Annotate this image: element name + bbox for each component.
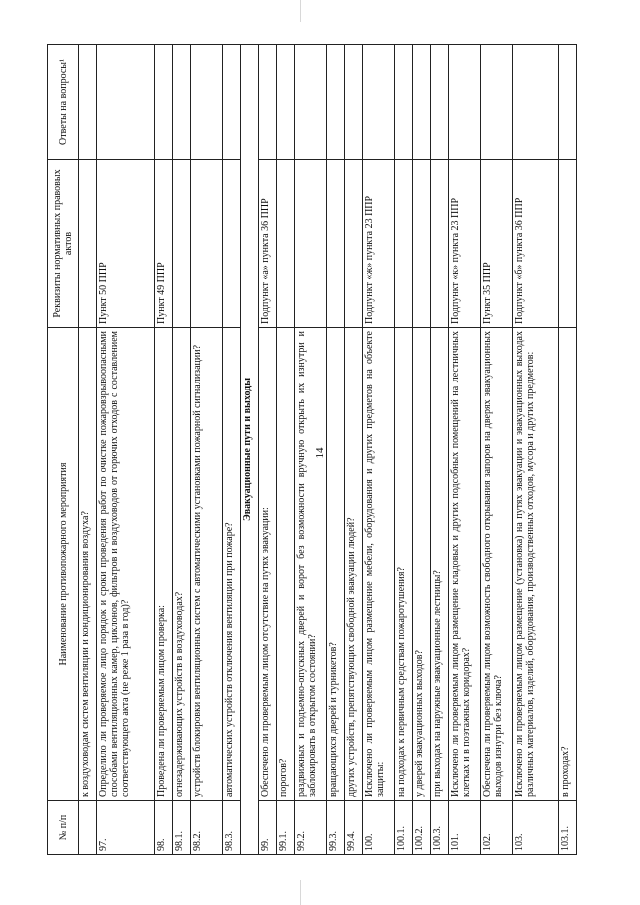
- row-number: 100.3.: [431, 801, 449, 855]
- row-answer: [191, 45, 223, 160]
- row-number: 99.4.: [345, 801, 363, 855]
- table-header-row: [48, 45, 79, 855]
- row-requisites: [431, 160, 449, 328]
- table-body: [79, 45, 577, 855]
- table-row: [395, 45, 413, 855]
- rotated-table-container: [47, 45, 587, 855]
- row-number: 99.3.: [327, 801, 345, 855]
- row-number: 98.1.: [173, 801, 191, 855]
- row-answer: [413, 45, 431, 160]
- row-answer: [223, 45, 241, 160]
- table-row: [259, 45, 277, 855]
- table-row: [173, 45, 191, 855]
- row-number: 98.3.: [223, 801, 241, 855]
- row-answer: [395, 45, 413, 160]
- header-requisites: Реквизиты нормативных правовых актов: [48, 160, 79, 328]
- row-number: 102.: [481, 801, 513, 855]
- row-measure: устройств блокировки вентиляционных систем с автоматическими установками пожарной сигнализации?: [191, 328, 223, 801]
- row-measure: Исключено ли проверяемым лицом размещение кладовых и других подсобных помещений на лестничных клетках и в поэтажных коридорах?: [449, 328, 481, 801]
- table-row: [223, 45, 241, 855]
- table-row: [363, 45, 395, 855]
- row-answer: [513, 45, 559, 160]
- row-requisites: [191, 160, 223, 328]
- scan-artifact: [300, 880, 301, 905]
- table-row: [559, 45, 577, 855]
- row-requisites: [559, 160, 577, 328]
- row-answer: [327, 45, 345, 160]
- row-measure: раздвижных и подъемно-опускных дверей и ворот без возможности вручную открыть их изнутри и заблокировать в открытом состоянии?: [295, 328, 327, 801]
- scan-artifact: [300, 0, 301, 22]
- table-row: [295, 45, 327, 855]
- table-row: [327, 45, 345, 855]
- row-requisites: [277, 160, 295, 328]
- row-requisites: [413, 160, 431, 328]
- row-answer: [559, 45, 577, 160]
- row-number: 100.2.: [413, 801, 431, 855]
- row-number: 100.: [363, 801, 395, 855]
- row-measure: порогов?: [277, 328, 295, 801]
- row-measure: Проведена ли проверяемым лицом проверка:: [155, 328, 173, 801]
- row-measure: Обеспечено ли проверяемым лицом отсутствие на путях эвакуации:: [259, 328, 277, 801]
- row-requisites: [295, 160, 327, 328]
- row-number: 98.: [155, 801, 173, 855]
- row-answer: [173, 45, 191, 160]
- row-measure: других устройств, препятствующих свободной эвакуации людей?: [345, 328, 363, 801]
- row-number: 103.: [513, 801, 559, 855]
- table-row: [191, 45, 223, 855]
- row-answer: [449, 45, 481, 160]
- row-answer: [345, 45, 363, 160]
- row-answer: [431, 45, 449, 160]
- row-measure: огнезадерживающих устройств в воздуховодах?: [173, 328, 191, 801]
- row-measure: Обеспечена ли проверяемым лицом возможность свободного открывания запоров на дверях эвакуационных выходов изнутри без ключа?: [481, 328, 513, 801]
- table-row: [431, 45, 449, 855]
- row-requisites: Подпункт «ж» пункта 23 ППР: [363, 160, 395, 328]
- row-requisites: Пункт 49 ППР: [155, 160, 173, 328]
- row-requisites: [223, 160, 241, 328]
- table-row: [97, 45, 155, 855]
- row-measure: к воздуховодам систем вентиляции и кондиционирования воздуха?: [79, 328, 97, 801]
- checklist-table: [47, 44, 577, 855]
- row-requisites: Подпункт «б» пункта 36 ППР: [513, 160, 559, 328]
- row-requisites: [345, 160, 363, 328]
- row-number: 98.2.: [191, 801, 223, 855]
- row-requisites: [79, 160, 97, 328]
- row-number: 99.: [259, 801, 277, 855]
- row-answer: [295, 45, 327, 160]
- row-requisites: [173, 160, 191, 328]
- row-answer: [259, 45, 277, 160]
- row-number: 99.2.: [295, 801, 327, 855]
- table-row: [413, 45, 431, 855]
- row-requisites: [327, 160, 345, 328]
- header-answers: Ответы на вопросы¹: [48, 45, 79, 160]
- row-measure: на подходах к первичным средствам пожаротушения?: [395, 328, 413, 801]
- row-number: 97.: [97, 801, 155, 855]
- row-measure: автоматических устройств отключения вентиляции при пожаре?: [223, 328, 241, 801]
- section-header-row: [241, 45, 259, 855]
- row-requisites: [395, 160, 413, 328]
- row-answer: [481, 45, 513, 160]
- table-row: [155, 45, 173, 855]
- row-requisites: Подпункт «а» пункта 36 ППР: [259, 160, 277, 328]
- row-answer: [363, 45, 395, 160]
- table-row: [345, 45, 363, 855]
- row-answer: [277, 45, 295, 160]
- row-requisites: Подпункт «к» пункта 23 ППР: [449, 160, 481, 328]
- row-number: [79, 801, 97, 855]
- row-measure: Исключено ли проверяемым лицом размещение (установка) на путях эвакуации и эвакуационных выходах различных материалов, изделий, оборудования, производственных отходов, мусора и других предметов:: [513, 328, 559, 801]
- row-requisites: Пункт 35 ППР: [481, 160, 513, 328]
- page-number: 14: [314, 447, 326, 459]
- row-number: 99.1.: [277, 801, 295, 855]
- row-number: 103.1.: [559, 801, 577, 855]
- row-measure: вращающихся дверей и турникетов?: [327, 328, 345, 801]
- row-answer: [79, 45, 97, 160]
- row-measure: Исключено ли проверяемым лицом размещение мебели, оборудования и других предметов на объекте защиты:: [363, 328, 395, 801]
- row-measure: Определило ли проверяемое лицо порядок и сроки проведения работ по очистке пожаровзрывоопасными способами вентиляционных камер, циклонов, фильтров и воздуховодов от горючих отходов с составлением соответствующего акта (не реже 1 раза в год)?: [97, 328, 155, 801]
- row-number: 100.1.: [395, 801, 413, 855]
- header-name: Наименование противопожарного мероприятия: [48, 328, 79, 801]
- table-row: [79, 45, 97, 855]
- table-row: [481, 45, 513, 855]
- row-measure: у дверей эвакуационных выходов?: [413, 328, 431, 801]
- row-answer: [97, 45, 155, 160]
- row-measure: при выходах на наружные эвакуационные лестницы?: [431, 328, 449, 801]
- row-number: 101.: [449, 801, 481, 855]
- row-requisites: Пункт 50 ППР: [97, 160, 155, 328]
- table-row: [449, 45, 481, 855]
- row-answer: [155, 45, 173, 160]
- header-num: № п/п: [48, 801, 79, 855]
- section-title: Эвакуационные пути и выходы: [241, 45, 259, 855]
- table-row: [277, 45, 295, 855]
- table-row: [513, 45, 559, 855]
- row-measure: в проходах?: [559, 328, 577, 801]
